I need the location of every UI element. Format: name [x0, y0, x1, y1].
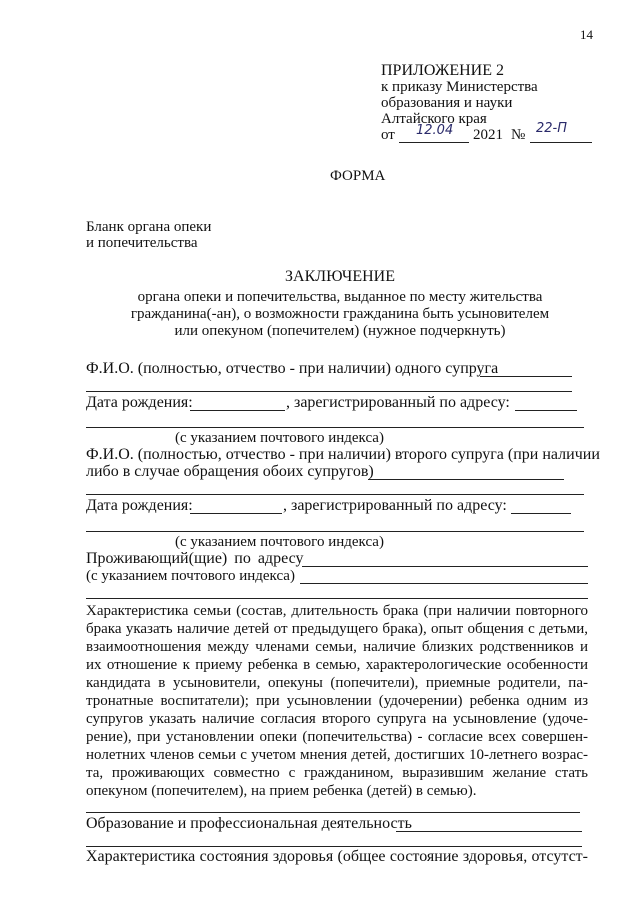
document-subtitle-line-3: или опекуном (попечителем) (нужное подчеркнуть): [174, 323, 506, 339]
family-description-line: кандидата в усыновители, опекуны (попечители), приемные родители, па-: [86, 675, 588, 691]
spouse2-name-field[interactable]: [368, 479, 564, 480]
appendix-number-line: [530, 142, 592, 143]
document-subtitle-line-2: гражданина(-ан), о возможности гражданина быть усыновителем: [130, 306, 550, 322]
family-description-line: тронатные воспитатели); при усыновлении (удочерении) ребенка одним из: [86, 693, 588, 709]
registered-address-field-2[interactable]: [511, 513, 571, 514]
appendix-date-prefix: от: [381, 127, 395, 143]
birth-date-field-2[interactable]: [190, 513, 282, 514]
family-description-line: та, проживающих совместно с гражданином, выразившим желание стать: [86, 765, 588, 781]
form-label: ФОРМА: [330, 168, 386, 184]
authority-blank-line-1: Бланк органа опеки: [86, 219, 212, 235]
family-description-line: супругов указать наличие согласия второго супруга на усыновление (удоче-: [86, 711, 588, 727]
spouse1-name-field-2[interactable]: [86, 391, 572, 392]
appendix-date-line: [399, 142, 469, 143]
document-heading: ЗАКЛЮЧЕНИЕ: [285, 268, 395, 285]
birth-date-label-2: Дата рождения:: [86, 497, 193, 514]
birth-date-field[interactable]: [190, 410, 285, 411]
registered-address-label: , зарегистрированный по адресу:: [286, 394, 510, 411]
appendix-year: 2021: [473, 127, 503, 143]
address-field-2[interactable]: [86, 427, 584, 428]
appendix-title: ПРИЛОЖЕНИЕ 2: [381, 62, 505, 79]
address-field-2b[interactable]: [86, 531, 584, 532]
appendix-number-sign: №: [511, 127, 526, 143]
family-description-line: их отношение к приему ребенка в семью, характерологические особенности: [86, 657, 588, 673]
spouse2-name-label-1: Ф.И.О. (полностью, отчество - при наличии) второго супруга (при наличии: [86, 446, 600, 463]
residing-address-field[interactable]: [302, 566, 588, 567]
family-description-line: взаимоотношения между членами семьи, наличие близких родственников и: [86, 639, 588, 655]
postal-note-3: (с указанием почтового индекса): [86, 568, 295, 584]
appendix-line-3: Алтайского края: [381, 111, 487, 127]
education-label: Образование и профессиональная деятельность: [86, 815, 412, 832]
appendix-line-2: образования и науки: [381, 95, 513, 111]
postal-note-1: (с указанием почтового индекса): [175, 430, 384, 446]
family-description-line: рение), при установлении опеки (попечительства) - согласие всех совершен-: [86, 729, 588, 745]
blank-line-1[interactable]: [86, 598, 588, 599]
education-field[interactable]: [396, 831, 582, 832]
family-description-line: брака указать наличие детей от предыдущего брака), опыт общения с детьми,: [86, 621, 588, 637]
family-description-line: Характеристика семьи (состав, длительность брака (при наличии повторного: [86, 603, 588, 619]
document-subtitle-line-1: органа опеки и попечительства, выданное по месту жительства: [137, 289, 543, 305]
appendix-date-handwritten: 12.04: [416, 123, 454, 138]
page-number: 14: [580, 27, 593, 42]
appendix-number-handwritten: 22-П: [536, 121, 568, 136]
residing-address-field-2[interactable]: [300, 583, 588, 584]
spouse1-name-label: Ф.И.О. (полностью, отчество - при наличии) одного супруга: [86, 360, 499, 377]
health-label: Характеристика состояния здоровья (общее состояние здоровья, отсутст-: [86, 848, 588, 865]
authority-blank-line-2: и попечительства: [86, 235, 198, 251]
family-description-line: опекуном (попечителем), на прием ребенка (детей) в семью).: [86, 783, 477, 799]
spouse2-name-field-2[interactable]: [86, 494, 584, 495]
spouse2-name-label-2: либо в случае обращения обоих супругов): [86, 463, 374, 480]
registered-address-label-2: , зарегистрированный по адресу:: [283, 497, 507, 514]
education-field-2[interactable]: [86, 846, 582, 847]
family-description-line: нолетних членов семьи с учетом мнения детей, достигших 10-летнего возрас-: [86, 747, 588, 763]
registered-address-field[interactable]: [515, 410, 577, 411]
appendix-line-1: к приказу Министерства: [381, 79, 538, 95]
birth-date-label: Дата рождения:: [86, 394, 193, 411]
residing-label: Проживающий(щие) по адресу: [86, 550, 304, 567]
family-description-field[interactable]: [86, 812, 580, 813]
postal-note-2: (с указанием почтового индекса): [175, 534, 384, 550]
spouse1-name-field[interactable]: [480, 376, 572, 377]
